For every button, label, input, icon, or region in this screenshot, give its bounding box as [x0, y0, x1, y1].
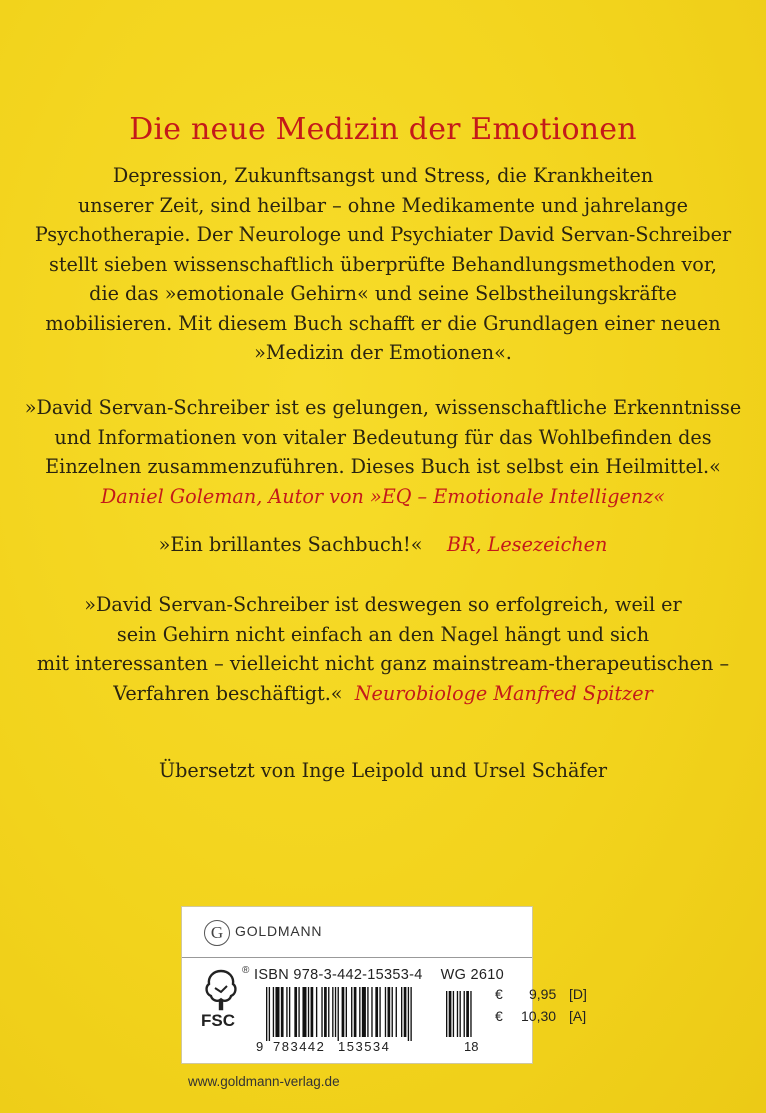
price-currency: € — [495, 1008, 503, 1024]
barcode-bar — [404, 987, 407, 1037]
barcode-bar — [342, 987, 345, 1037]
publisher-website: www.goldmann-verlag.de — [188, 1074, 340, 1089]
barcode-bar — [379, 987, 380, 1037]
goldmann-logo-icon: G — [204, 920, 230, 946]
barcode-label — [181, 906, 587, 1064]
barcode-addon-bar — [457, 991, 458, 1037]
fsc-tree-icon — [204, 967, 238, 1011]
barcode-bar — [328, 987, 329, 1037]
ean-barcode — [254, 987, 489, 1053]
barcode-bar — [375, 987, 378, 1037]
review-quote-br — [20, 530, 746, 560]
price-amount: 9,95 — [529, 986, 557, 1002]
intro-line: die das »emotionale Gehirn« und seine Selbstheilungskräfte — [89, 282, 677, 305]
barcode-bar — [308, 987, 309, 1037]
warengruppe: WG 2610 — [440, 967, 504, 983]
quote-line: mit interessanten – vielleicht nicht ganz mainstream-therapeutischen – — [36, 652, 730, 675]
barcode-bars — [266, 987, 472, 1041]
barcode-bar — [392, 987, 393, 1037]
price-country: [A] — [569, 1008, 587, 1024]
barcode-addon-bar — [460, 991, 461, 1037]
barcode-digit-first: 9 — [256, 1039, 264, 1053]
fsc-label: FSC — [201, 1011, 235, 1030]
barcode-bar — [354, 987, 357, 1037]
barcode-addon-bar — [464, 991, 465, 1037]
barcode-bar — [346, 987, 347, 1037]
price-country: [D] — [569, 986, 587, 1002]
barcode-digits-group2: 153534 — [338, 1039, 391, 1053]
barcode-bar — [289, 987, 290, 1037]
barcode-bar — [362, 987, 366, 1037]
barcode-addon-bar — [470, 991, 471, 1037]
barcode-bar — [385, 987, 386, 1037]
price-currency: € — [495, 986, 503, 1002]
quote-text: »Ein brillantes Sachbuch!« — [158, 533, 423, 556]
barcode-bar — [298, 987, 299, 1037]
barcode-bar — [281, 987, 284, 1037]
cover-title: Die neue Medizin der Emotionen — [129, 112, 637, 147]
intro-line: Depression, Zukunftsangst und Stress, die Krankheiten — [112, 164, 654, 187]
review-quote-goleman — [20, 393, 746, 511]
barcode-bar — [351, 987, 352, 1037]
intro-line: »Medizin der Emotionen«. — [254, 341, 512, 364]
isbn-number: ISBN 978-3-442-15353-4 — [254, 967, 423, 983]
quote-line: »David Servan-Schreiber ist deswegen so erfolgreich, weil er — [84, 593, 682, 616]
quote-source: Daniel Goleman, Autor von »EQ – Emotionale Intelligenz« — [100, 484, 666, 508]
quote-line: Einzelnen zusammenzuführen. Dieses Buch ist selbst ein Heilmittel.« — [45, 455, 721, 478]
intro-line: stellt sieben wissenschaftlich überprüfte Behandlungsmethoden vor, — [48, 252, 717, 276]
translators-text: Übersetzt von Inge Leipold und Ursel Schäfer — [158, 759, 608, 782]
intro-line: Psychotherapie. Der Neurologe und Psychiater David Servan-Schreiber — [34, 223, 732, 246]
barcode-bar — [338, 987, 339, 1041]
barcode-bar — [332, 987, 333, 1037]
registered-mark: ® — [242, 965, 250, 976]
barcode-bar — [302, 987, 306, 1037]
barcode-addon-bar — [453, 991, 454, 1037]
intro-line: mobilisieren. Mit diesem Buch schafft er die Grundlagen einer neuen — [45, 311, 721, 335]
quote-line: Verfahren beschäftigt.« — [113, 681, 343, 705]
barcode-addon-digits: 18 — [464, 1039, 479, 1053]
barcode-bar — [273, 987, 274, 1037]
quote-line: und Informationen von vitaler Bedeutung für das Wohlbefinden des — [54, 425, 712, 449]
quote-line: »David Servan-Schreiber ist es gelungen, wissenschaftliche Erkenntnisse — [24, 396, 742, 419]
quote-source: BR, Lesezeichen — [446, 533, 608, 556]
translators-credit — [20, 756, 746, 786]
barcode-bar — [367, 987, 368, 1037]
barcode-bar — [275, 987, 279, 1037]
barcode-bar — [321, 987, 322, 1037]
barcode-bar — [269, 987, 270, 1041]
barcode-bar — [286, 987, 287, 1037]
barcode-bar — [396, 987, 397, 1037]
barcode-digits-group1: 783442 — [273, 1039, 326, 1053]
barcode-bar — [371, 987, 372, 1037]
barcode-bar — [410, 987, 411, 1041]
intro-paragraph — [20, 161, 746, 368]
barcode-bar — [388, 987, 391, 1037]
quote-line: sein Gehirn nicht einfach an den Nagel hängt und sich — [116, 622, 650, 646]
barcode-bar — [408, 987, 409, 1041]
barcode-addon-bar — [466, 991, 469, 1037]
barcode-bar — [311, 987, 314, 1037]
isbn-line — [254, 967, 504, 983]
barcode-bar — [316, 987, 317, 1037]
barcode-bar — [294, 987, 297, 1037]
barcode-bar — [359, 987, 360, 1037]
barcode-addon-bar — [446, 991, 447, 1037]
quote-source: Neurobiologe Manfred Spitzer — [354, 681, 653, 705]
barcode-bar — [324, 987, 327, 1037]
barcode-bar — [401, 987, 402, 1037]
price-amount: 10,30 — [521, 1008, 557, 1024]
review-quote-spitzer — [20, 590, 746, 708]
barcode-bar — [266, 987, 267, 1041]
barcode-addon-bar — [449, 991, 452, 1037]
barcode-bar — [335, 987, 336, 1037]
publisher-name: GOLDMANN — [235, 923, 323, 939]
price-list — [495, 986, 647, 1034]
intro-line: unserer Zeit, sind heilbar – ohne Medikamente und jahrelange — [77, 193, 689, 217]
label-divider — [182, 957, 532, 958]
